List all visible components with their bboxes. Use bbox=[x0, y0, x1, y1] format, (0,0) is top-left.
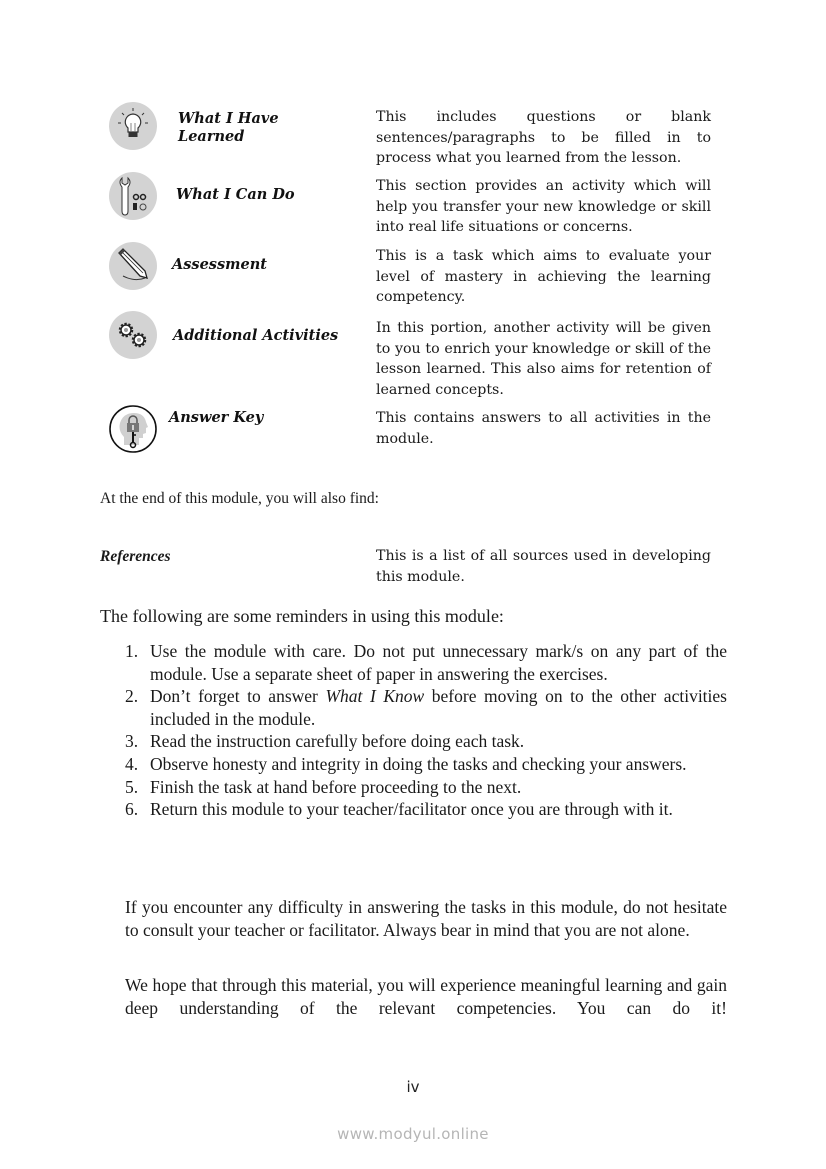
reminders-heading: The following are some reminders in using this module: bbox=[100, 606, 504, 626]
section-additional-activities bbox=[100, 311, 712, 401]
section-description: This section provides an activity which will help you transfer your new knowledge or skill into real life situations or concerns. bbox=[376, 178, 711, 235]
references-description: This is a list of all sources used in developing this module. bbox=[376, 548, 711, 585]
reminders-list bbox=[125, 640, 727, 821]
section-label: What I Have Learned bbox=[178, 110, 279, 145]
section-description: This is a task which aims to evaluate your level of mastery in achieving the learning competency. bbox=[376, 248, 711, 305]
section-answer-key bbox=[100, 403, 712, 458]
section-label: What I Can Do bbox=[176, 186, 295, 203]
section-assessment bbox=[100, 242, 712, 312]
reminder-item: 5. Finish the task at hand before proceeding to the next. bbox=[125, 776, 522, 797]
reminder-item: 6. Return this module to your teacher/facilitator once you are through with it. bbox=[125, 799, 673, 820]
gears-icon bbox=[109, 311, 157, 359]
reminder-item: 4. Observe honesty and integrity in doing the tasks and checking your answers. bbox=[125, 753, 687, 774]
reminder-item: 2. Don’t forget to answer What I Know before moving on to the other activities included in the module. bbox=[125, 686, 727, 729]
section-description: In this portion, another activity will be given to you to enrich your knowledge or skill of the lesson learned. This also aims for retention of learned concepts. bbox=[376, 320, 711, 398]
pencil-icon bbox=[109, 242, 157, 290]
section-description: This includes questions or blank sentences/paragraphs to be filled in to process what you learned from the lesson. bbox=[376, 109, 711, 166]
what-i-know-emphasis: What I Know bbox=[325, 686, 425, 707]
reminder-item: 1. Use the module with care. Do not put unnecessary mark/s on any part of the module. Use a separate sheet of paper in answering the exercises. bbox=[125, 641, 727, 684]
section-description: This contains answers to all activities in the module. bbox=[376, 410, 711, 447]
closing-paragraph-encouragement: We hope that through this material, you will experience meaningful learning and gain deep understanding of the relevant competencies. You can do it! bbox=[125, 975, 727, 1018]
end-of-module-intro: At the end of this module, you will also find: bbox=[100, 490, 379, 507]
section-label: Additional Activities bbox=[173, 327, 339, 344]
watermark: www.modyul.online bbox=[337, 1125, 489, 1143]
page-number: iv bbox=[406, 1078, 420, 1096]
lightbulb-icon bbox=[109, 102, 157, 150]
section-label: Assessment bbox=[172, 256, 267, 273]
section-what-i-have-learned bbox=[100, 102, 712, 172]
section-what-i-can-do bbox=[100, 172, 712, 242]
closing-paragraph-support: If you encounter any difficulty in answering the tasks in this module, do not hesitate to consult your teacher or facilitator. Always bear in mind that you are not alone. bbox=[125, 897, 727, 940]
tools-icon bbox=[109, 172, 157, 220]
section-label: Answer Key bbox=[169, 409, 264, 426]
reminder-item: 3. Read the instruction carefully before doing each task. bbox=[125, 731, 525, 752]
references-label: References bbox=[100, 548, 171, 565]
head-lock-key-icon bbox=[109, 405, 157, 453]
